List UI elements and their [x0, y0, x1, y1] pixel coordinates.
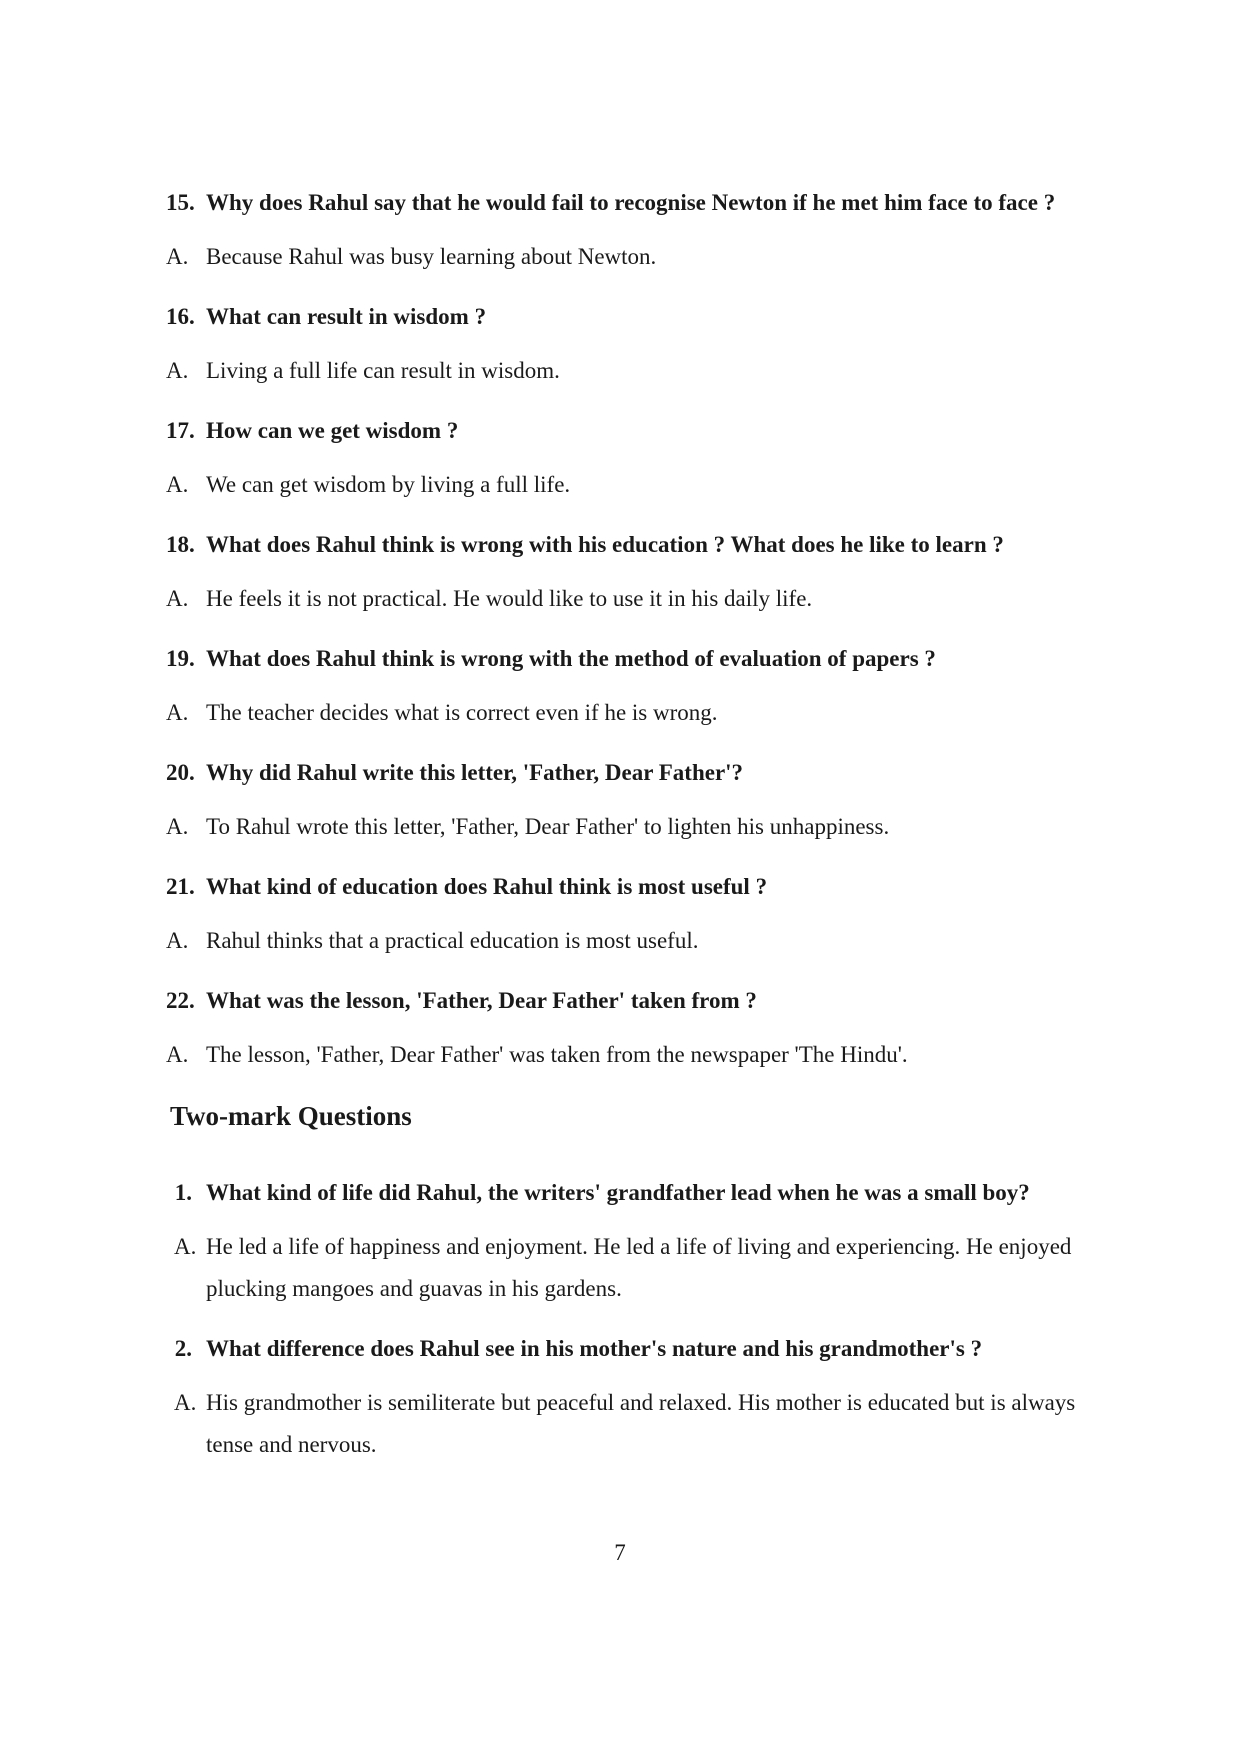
- question-number: 20.: [166, 760, 195, 785]
- answer-text: The lesson, 'Father, Dear Father' was taken from the newspaper 'The Hindu'.: [206, 1042, 908, 1067]
- answer-text: To Rahul wrote this letter, 'Father, Dear Father' to lighten his unhappiness.: [206, 814, 890, 839]
- answer-16: [158, 350, 1098, 392]
- question-text: What difference does Rahul see in his mother's nature and his grandmother's ?: [206, 1336, 983, 1361]
- answer-21: [158, 920, 1098, 962]
- qa-list: [158, 182, 1098, 1484]
- two-mark-question-1: [158, 1172, 1098, 1214]
- answer-label: A.: [174, 1234, 197, 1259]
- answer-label: A.: [166, 928, 189, 953]
- answer-text: He led a life of happiness and enjoyment. He led a life of living and experiencing. He enjoyed plucking mangoes and guavas in his gardens.: [206, 1234, 1072, 1301]
- question-text: What kind of life did Rahul, the writers' grandfather lead when he was a small boy?: [206, 1180, 1030, 1205]
- answer-text: The teacher decides what is correct even if he is wrong.: [206, 700, 718, 725]
- two-mark-answer-2: [158, 1382, 1098, 1466]
- answer-17: [158, 464, 1098, 506]
- answer-text: Because Rahul was busy learning about Newton.: [206, 244, 657, 269]
- answer-15: [158, 236, 1098, 278]
- answer-22: [158, 1034, 1098, 1076]
- question-15: [158, 182, 1098, 224]
- question-number: 16.: [166, 304, 195, 329]
- question-text: What does Rahul think is wrong with the method of evaluation of papers ?: [206, 646, 936, 671]
- answer-19: [158, 692, 1098, 734]
- answer-label: A.: [166, 1042, 189, 1067]
- question-number: 19.: [166, 646, 195, 671]
- answer-text: Rahul thinks that a practical education is most useful.: [206, 928, 699, 953]
- answer-18: [158, 578, 1098, 620]
- question-number: 22.: [166, 988, 195, 1013]
- question-number: 18.: [166, 532, 195, 557]
- question-text: What does Rahul think is wrong with his education ? What does he like to learn ?: [206, 532, 1004, 557]
- answer-label: A.: [166, 358, 189, 383]
- two-mark-question-2: [158, 1328, 1098, 1370]
- question-17: [158, 410, 1098, 452]
- question-text: Why does Rahul say that he would fail to recognise Newton if he met him face to face ?: [206, 190, 1056, 215]
- answer-label: A.: [174, 1390, 197, 1415]
- question-text: What can result in wisdom ?: [206, 304, 487, 329]
- question-number: 1.: [174, 1180, 192, 1205]
- question-21: [158, 866, 1098, 908]
- answer-label: A.: [166, 700, 189, 725]
- question-text: How can we get wisdom ?: [206, 418, 459, 443]
- answer-label: A.: [166, 472, 189, 497]
- answer-text: His grandmother is semiliterate but peaceful and relaxed. His mother is educated but is always tense and nervous.: [206, 1390, 1076, 1457]
- answer-20: [158, 806, 1098, 848]
- answer-label: A.: [166, 244, 189, 269]
- answer-text: We can get wisdom by living a full life.: [206, 472, 571, 497]
- question-number: 15.: [166, 190, 195, 215]
- answer-label: A.: [166, 586, 189, 611]
- answer-label: A.: [166, 814, 189, 839]
- two-mark-answer-1: [158, 1226, 1098, 1310]
- question-text: Why did Rahul write this letter, 'Father, Dear Father'?: [206, 760, 744, 785]
- section-heading: Two-mark Questions: [170, 1101, 412, 1131]
- question-number: 21.: [166, 874, 195, 899]
- question-text: What was the lesson, 'Father, Dear Father' taken from ?: [206, 988, 757, 1013]
- question-18: [158, 524, 1098, 566]
- question-text: What kind of education does Rahul think is most useful ?: [206, 874, 768, 899]
- page-number: 7: [614, 1540, 626, 1565]
- question-19: [158, 638, 1098, 680]
- question-16: [158, 296, 1098, 338]
- answer-text: Living a full life can result in wisdom.: [206, 358, 560, 383]
- question-number: 2.: [174, 1336, 192, 1361]
- question-number: 17.: [166, 418, 195, 443]
- question-20: [158, 752, 1098, 794]
- question-22: [158, 980, 1098, 1022]
- answer-text: He feels it is not practical. He would like to use it in his daily life.: [206, 586, 813, 611]
